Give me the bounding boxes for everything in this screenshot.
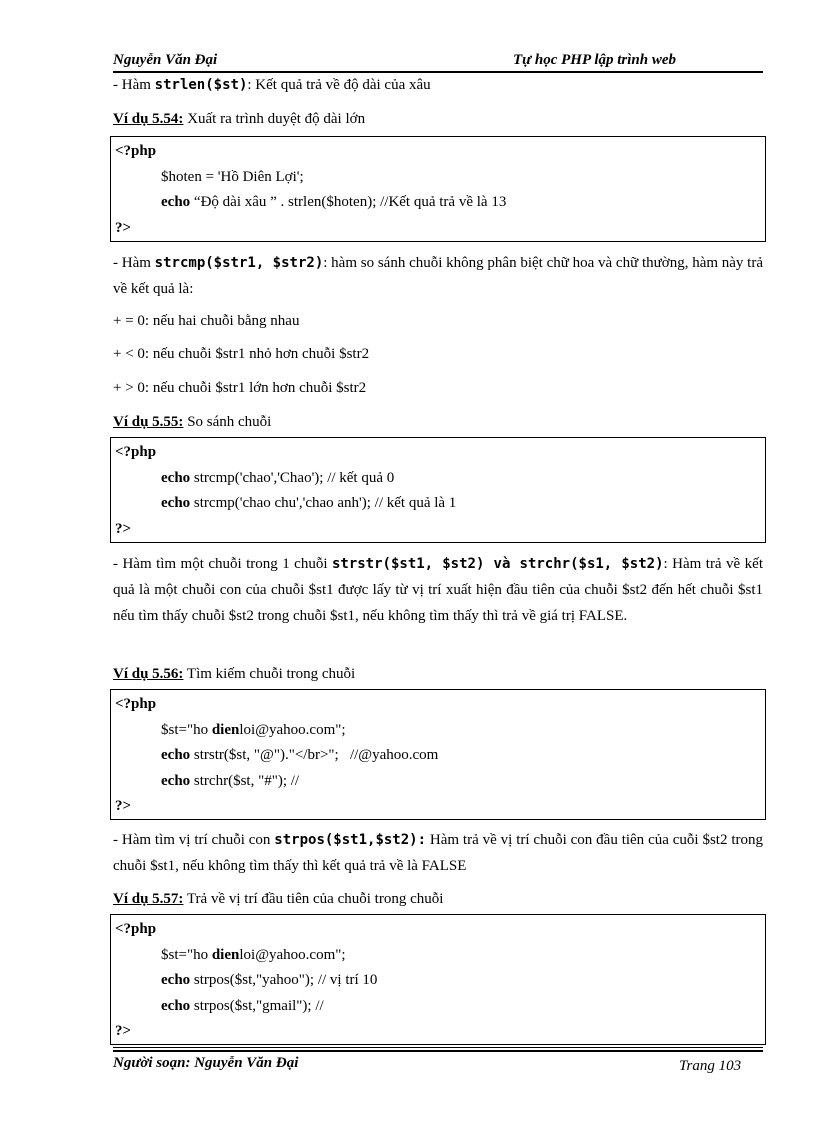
example-label: Ví dụ 5.54: <box>113 111 184 127</box>
function-name: strstr($st1, $st2) và strchr($s1, $st2) <box>331 556 664 572</box>
function-name: strcmp($str1, $str2) <box>154 255 324 271</box>
example-label: Ví dụ 5.55: <box>113 414 184 430</box>
example-5-56-heading: Ví dụ 5.56: Tìm kiếm chuỗi trong chuỗi <box>113 666 356 682</box>
code-line: echo strcmp('chao','Chao'); // kết quả 0 <box>161 469 395 486</box>
code-line: $hoten = 'Hồ Diên Lợi'; <box>161 168 304 185</box>
example-label: Ví dụ 5.56: <box>113 666 184 682</box>
example-5-54-heading: Ví dụ 5.54: Xuất ra trình duyệt độ dài lớn <box>113 111 366 127</box>
code-block-5-57 <box>110 914 766 1045</box>
code-block-5-54 <box>110 136 766 242</box>
function-name: strlen($st) <box>154 77 248 93</box>
code-line: <?php <box>115 444 157 460</box>
code-line: echo strstr($st, "@")."</br>"; //@yahoo.com <box>161 747 439 763</box>
code-line: <?php <box>115 143 157 159</box>
example-5-55-heading: Ví dụ 5.55: So sánh chuỗi <box>113 414 272 430</box>
code-line: echo strpos($st,"gmail"); // <box>161 997 324 1014</box>
code-line: <?php <box>115 921 157 937</box>
list-item: + < 0: nếu chuỗi $str1 nhỏ hơn chuỗi $str2 <box>113 346 370 362</box>
code-block-5-55 <box>110 437 766 543</box>
example-5-57-heading: Ví dụ 5.57: Trả về vị trí đầu tiên của chuỗi trong chuỗi <box>113 891 444 907</box>
code-line: echo strchr($st, "#"); // <box>161 772 300 789</box>
footer-rule <box>113 1050 763 1052</box>
code-line: echo strpos($st,"yahoo"); // vị trí 10 <box>161 972 378 988</box>
list-item: + = 0: nếu hai chuỗi bằng nhau <box>113 313 300 329</box>
code-line: echo strcmp('chao chu','chao anh'); // kết quả là 1 <box>161 495 457 511</box>
strpos-description: - Hàm tìm vị trí chuỗi con strpos($st1,$st2): Hàm trả về vị trí chuỗi con đầu tiên của cuỗi $st2 trong chuỗi $st1, nếu không tìm thấy thì kết quả trả về là FALSE <box>113 832 764 874</box>
page-number: Trang 103 <box>679 1058 742 1074</box>
page-footer <box>113 1055 763 1075</box>
page-header <box>113 52 763 72</box>
code-line: <?php <box>115 696 157 712</box>
strcmp-description: - Hàm strcmp($str1, $str2): hàm so sánh chuỗi không phân biệt chữ hoa và chữ thường, hàm này trả về kết quả là: <box>113 255 764 297</box>
code-line: echo “Độ dài xâu ” . strlen($hoten); //Kết quả trả về là 13 <box>161 194 507 210</box>
code-block-5-56 <box>110 689 766 820</box>
header-author: Nguyễn Văn Đại <box>113 52 218 68</box>
strstr-description: - Hàm tìm một chuỗi trong 1 chuỗi strstr($st1, $st2) và strchr($s1, $st2): Hàm trả về kết quả là một chuỗi con của chuỗi $st1 được lấy từ vị trí xuất hiện đầu tiên của chuỗi $st2 đến hết chuỗi $st1 nếu tìm thấy chuỗi $st2 trong chuỗi $st1, nếu không tìm thấy thì trả về giá trị FALSE. <box>113 556 763 624</box>
code-line: ?> <box>115 219 132 236</box>
code-line: ?> <box>115 798 132 814</box>
strlen-description: - Hàm strlen($st): Kết quả trả về độ dài của xâu <box>113 77 431 93</box>
footer-rule <box>113 1047 763 1048</box>
list-item: + > 0: nếu chuỗi $str1 lớn hơn chuỗi $str2 <box>113 380 367 396</box>
code-line: $st="ho dienloi@yahoo.com"; <box>161 721 346 738</box>
code-line: $st="ho dienloi@yahoo.com"; <box>161 946 346 963</box>
code-line: ?> <box>115 1023 132 1039</box>
code-line: ?> <box>115 520 132 537</box>
function-name: strpos($st1,$st2): <box>274 832 427 848</box>
footer-composer: Người soạn: Nguyễn Văn Đại <box>113 1055 299 1071</box>
example-label: Ví dụ 5.57: <box>113 891 184 907</box>
header-title: Tự học PHP lập trình web <box>513 52 677 68</box>
